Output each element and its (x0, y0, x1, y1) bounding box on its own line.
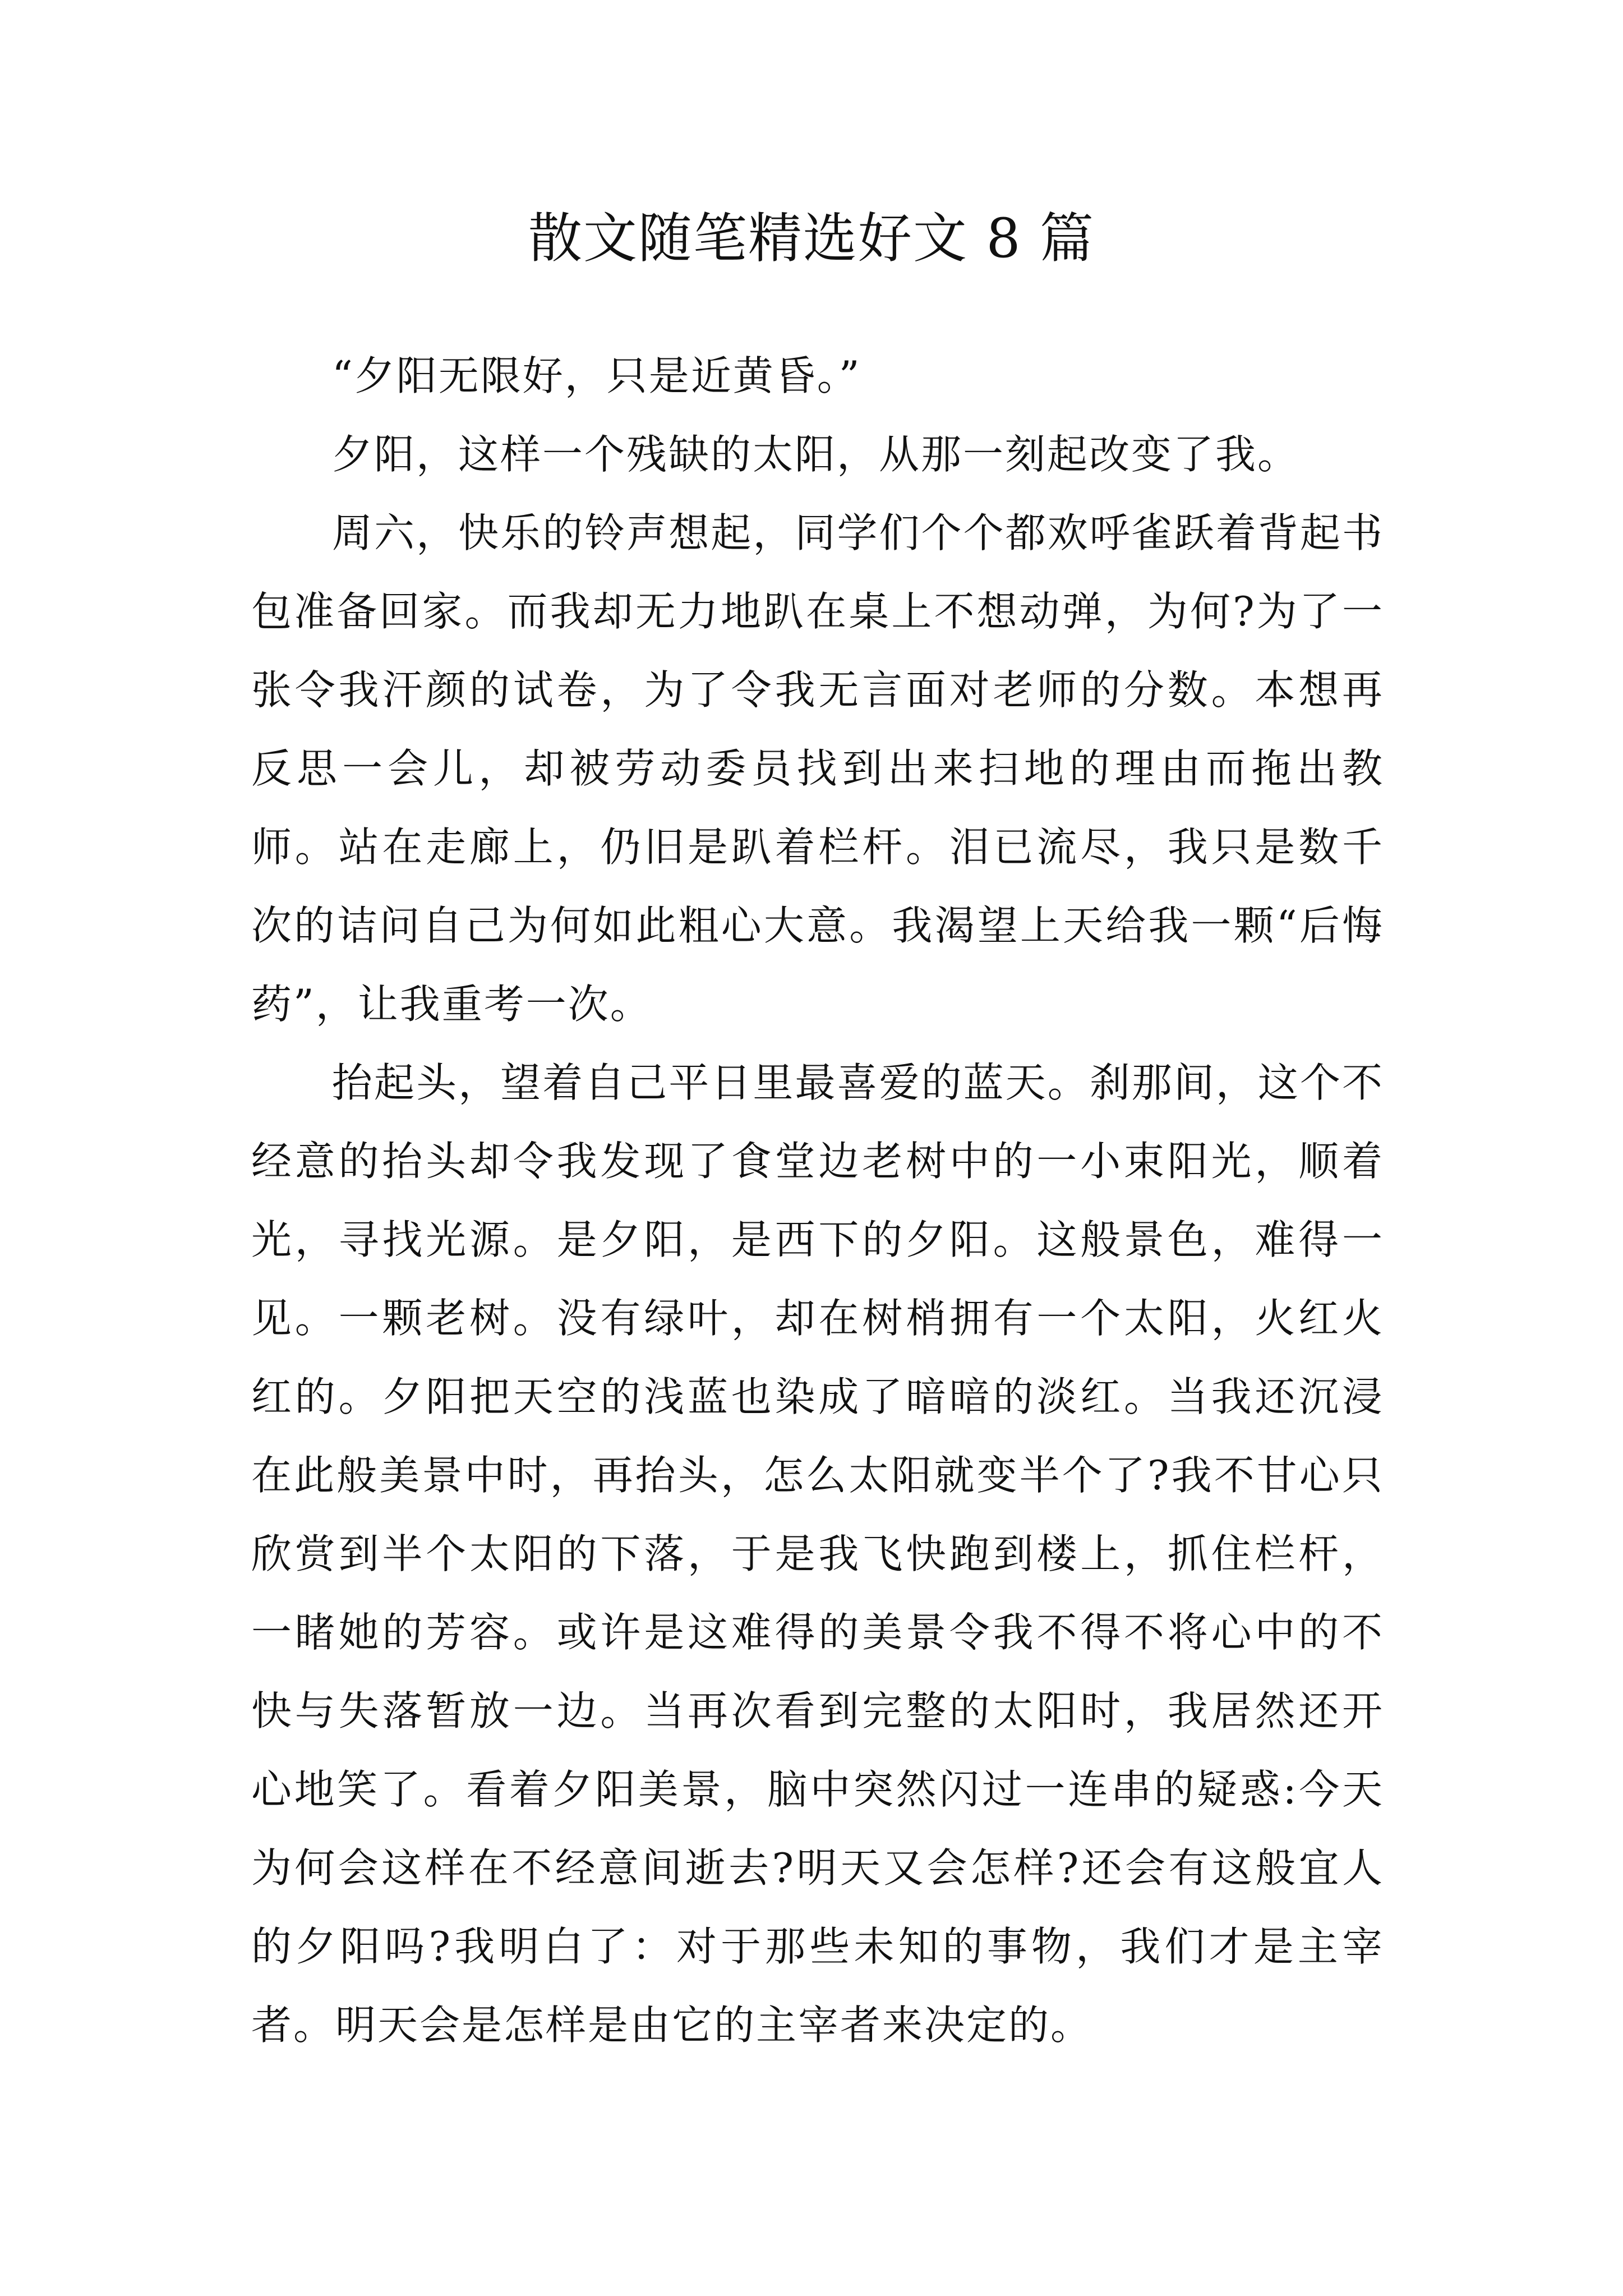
paragraph-saturday: 周六，快乐的铃声想起，同学们个个都欢呼雀跃着背起书包准备回家。而我却无力地趴在桌上不想动弹，为何?为了一张令我汗颜的试卷，为了令我无言面对老师的分数。本想再反思一会儿，却被劳动委员找到出来扫地的理由而拖出教师。站在走廊上，仍旧是趴着栏杆。泪已流尽，我只是数千次的诘问自己为何如此粗心大意。我渴望上天给我一颗“后悔药”，让我重考一次。 (251, 509, 1384, 1028)
paragraph-intro: 夕阳，这样一个残缺的太阳，从那一刻起改变了我。 (332, 431, 1300, 478)
paragraph-sunset: 抬起头，望着自己平日里最喜爱的蓝天。刹那间，这个不经意的抬头却令我发现了食堂边老树中的一小束阳光，顺着光，寻找光源。是夕阳，是西下的夕阳。这般景色，难得一见。一颗老树。没有绿叶，却在树梢拥有一个太阳，火红火红的。夕阳把天空的浅蓝也染成了暗暗的淡红。当我还沉浸在此般美景中时，再抬头，怎么太阳就变半个了?我不甘心只欣赏到半个太阳的下落，于是我飞快跑到楼上，抓住栏杆，一睹她的芳容。或许是这难得的美景令我不得不将心中的不快与失落暂放一边。当再次看到完整的太阳时，我居然还开心地笑了。看着夕阳美景，脑中突然闪过一连串的疑惑:今天为何会这样在不经意间逝去?明天又会怎样?还会有这般宜人的夕阳吗?我明白了：对于那些未知的事物，我们才是主宰者。明天会是怎样是由它的主宰者来决定的。 (251, 1059, 1384, 2049)
document-title: 散文随笔精选好文 8 篇 (528, 207, 1095, 270)
document-body (251, 337, 1384, 2064)
paragraph-quote: “夕阳无限好，只是近黄昏。” (332, 352, 861, 399)
